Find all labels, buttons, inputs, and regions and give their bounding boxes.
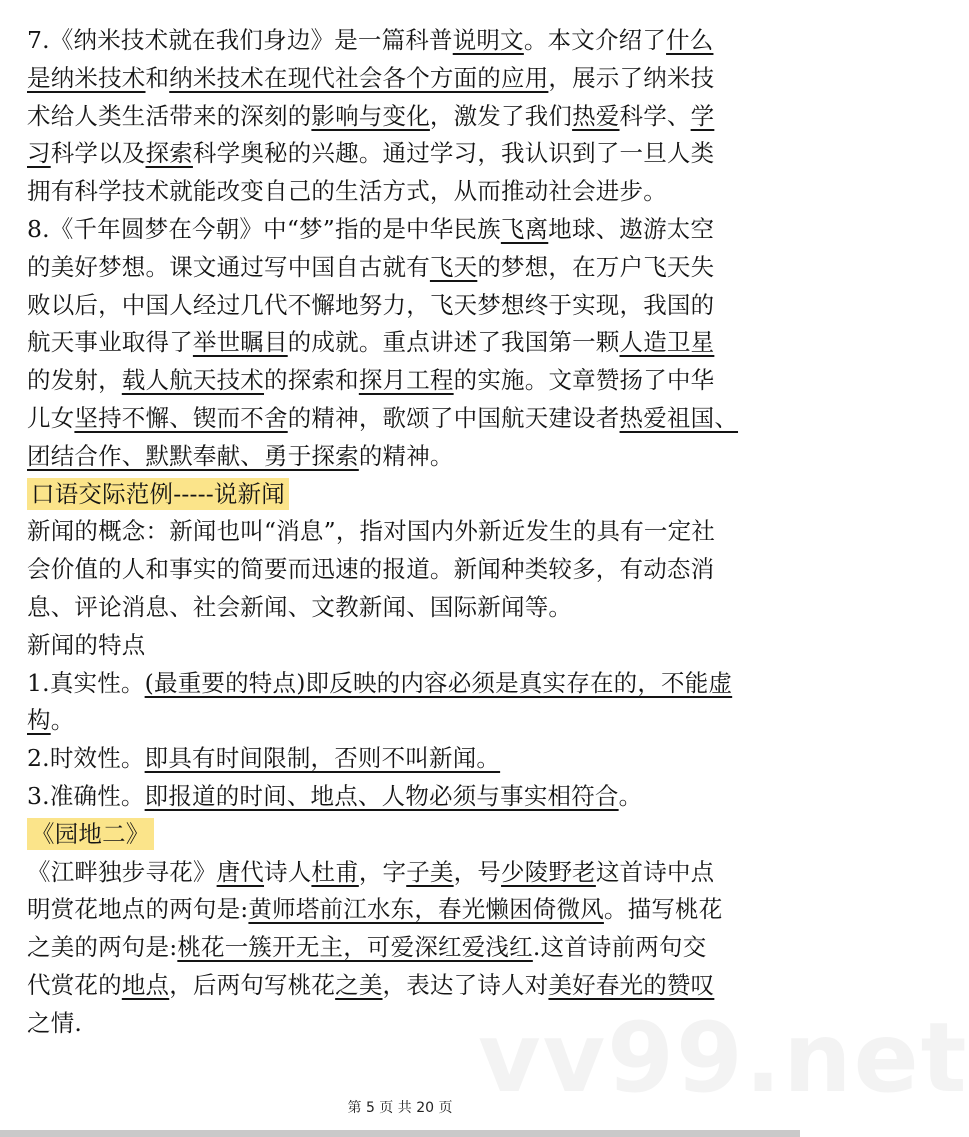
underlined-key-phrase: 说明文 (452, 26, 524, 54)
text-line (27, 891, 766, 929)
underlined-key-phrase: 人造卫星 (619, 328, 715, 357)
underlined-key-phrase: 构 (27, 706, 51, 735)
text-line (27, 816, 766, 854)
text-line (27, 551, 766, 589)
underlined-key-phrase: 黄师塔前江水东，春光懒困倚微风 (248, 895, 604, 924)
text-segment: 科学、 (619, 101, 691, 130)
text-segment: 的实施。文章赞扬了中华 (453, 366, 715, 395)
document-body (27, 22, 766, 1043)
text-segment: 《江畔独步寻花》 (27, 857, 217, 886)
text-line (27, 211, 766, 249)
text-segment: 。描写桃花 (603, 895, 723, 924)
text-line (27, 589, 766, 627)
text-line (27, 438, 766, 476)
underlined-key-phrase: (最重要的特点)即反映的内容必须是真实存在的，不能虚 (144, 668, 733, 697)
text-segment: ，后两句写桃花 (169, 970, 336, 999)
text-line (27, 513, 766, 551)
underlined-key-phrase: 热爱 (572, 101, 620, 130)
text-line (27, 778, 766, 816)
underlined-key-phrase: 飞天 (429, 252, 478, 281)
underlined-key-phrase: 桃花一簇开无主，可爱深红爱浅红 (177, 933, 533, 962)
text-segment: 。本文介绍了 (523, 26, 667, 54)
underlined-key-phrase: 习 (27, 139, 51, 168)
text-line (27, 287, 766, 325)
text-segment: 会价值的人和事实的简要而迅速的报道。新闻种类较多，有动态消 (27, 555, 715, 584)
page-bottom-edge (0, 1130, 800, 1137)
text-segment: 。 (50, 706, 75, 735)
text-segment: 。 (618, 781, 643, 810)
text-line (27, 929, 766, 967)
text-line (27, 324, 766, 362)
text-segment: 的美好梦想。课文通过写中国自古就有 (27, 252, 430, 281)
text-segment: ，激发了我们 (429, 101, 573, 130)
underlined-key-phrase: 探索 (145, 139, 193, 168)
text-segment: 之情. (27, 1008, 83, 1037)
text-segment: 代赏花的 (27, 970, 122, 999)
text-segment: 儿女 (27, 403, 75, 432)
text-segment: ，展示了纳米技 (548, 63, 715, 92)
text-line (27, 362, 766, 400)
text-line (27, 854, 766, 892)
text-segment: 诗人 (264, 857, 312, 886)
text-line (27, 98, 766, 136)
text-segment: 的探索和 (264, 366, 359, 395)
text-segment: 和 (145, 63, 170, 92)
text-segment: 航天事业取得了 (27, 328, 193, 357)
text-segment: 1.真实性。 (27, 668, 145, 697)
text-line (27, 740, 766, 778)
text-segment: ，字 (358, 857, 407, 886)
text-segment: 新闻的特点 (27, 630, 146, 659)
text-line (27, 173, 766, 211)
text-segment: 的精神。 (358, 441, 454, 470)
underlined-key-phrase: 学 (690, 101, 715, 130)
text-segment: 明赏花地点的两句是: (27, 895, 249, 924)
text-line (27, 22, 766, 60)
underlined-key-phrase: 美好春光的赞叹 (548, 970, 715, 999)
underlined-key-phrase: 子美 (406, 857, 454, 886)
underlined-key-phrase: 少陵野老 (501, 857, 596, 886)
text-segment: 的发射， (27, 366, 122, 395)
text-line (27, 1005, 766, 1043)
underlined-key-phrase: 即具有时间限制，否则不叫新闻。 (144, 744, 501, 773)
text-segment: 之美的两句是: (27, 933, 178, 962)
watermark: vv99.net (478, 1002, 969, 1114)
underlined-key-phrase: 坚持不懈、锲而不舍 (74, 403, 288, 432)
text-segment: 2.时效性。 (27, 744, 145, 773)
text-line (27, 665, 766, 703)
text-segment: .这首诗前两句交 (532, 933, 707, 962)
underlined-key-phrase: 热爱祖国、 (619, 403, 739, 432)
underlined-key-phrase: 地点 (121, 970, 170, 999)
text-segment: 息、评论消息、社会新闻、文教新闻、国际新闻等。 (27, 592, 573, 621)
underlined-key-phrase: 是纳米技术 (27, 63, 146, 92)
text-line (27, 627, 766, 665)
text-segment: 术给人类生活带来的深刻的 (27, 101, 312, 130)
underlined-key-phrase: 举世瞩目 (192, 328, 288, 357)
underlined-key-phrase: 即报道的时间、地点、人物必须与事实相符合 (144, 781, 619, 810)
section-heading: 《园地二》 (27, 818, 154, 850)
text-line (27, 135, 766, 173)
text-segment: 这首诗中点 (595, 857, 715, 886)
text-segment: ，表达了诗人对 (382, 970, 549, 999)
text-segment: 败以后，中国人经过几代不懈地努力，飞天梦想终于实现，我国的 (27, 290, 715, 319)
underlined-key-phrase: 什么 (666, 26, 714, 54)
text-segment: 8.《千年圆梦在今朝》中“梦”指的是中华民族 (27, 214, 501, 243)
text-segment: 的成就。重点讲述了我国第一颗 (287, 328, 620, 357)
text-segment: 地球、遨游太空 (548, 214, 715, 243)
text-segment: 拥有科学技术就能改变自己的生活方式，从而推动社会进步。 (27, 177, 667, 206)
underlined-key-phrase: 探月工程 (358, 366, 454, 395)
underlined-key-phrase: 之美 (335, 970, 383, 999)
underlined-key-phrase: 杜甫 (311, 857, 359, 886)
text-line (27, 400, 766, 438)
text-segment: 新闻的概念：新闻也叫“消息”，指对国内外新近发生的具有一定社 (27, 517, 716, 546)
text-line (27, 702, 766, 740)
text-segment: ，号 (453, 857, 502, 886)
underlined-key-phrase: 载人航天技术 (121, 366, 265, 395)
text-segment: 的梦想，在万户飞天失 (477, 252, 715, 281)
text-line (27, 967, 766, 1005)
underlined-key-phrase: 飞离 (500, 214, 549, 243)
text-segment: 3.准确性。 (27, 781, 145, 810)
text-segment: 科学奥秘的兴趣。通过学习，我认识到了一旦人类 (192, 139, 715, 168)
text-segment: 科学以及 (50, 139, 146, 168)
underlined-key-phrase: 纳米技术在现代社会各个方面的应用 (169, 63, 549, 92)
underlined-key-phrase: 团结合作、默默奉献、勇于探索 (27, 441, 359, 470)
underlined-key-phrase: 影响与变化 (311, 101, 430, 130)
section-heading: 口语交际范例-----说新闻 (27, 478, 289, 510)
text-segment: 7.《纳米技术就在我们身边》是一篇科普 (27, 26, 453, 54)
text-line (27, 249, 766, 287)
text-segment: 的精神，歌颂了中国航天建设者 (287, 403, 620, 432)
text-line (27, 476, 766, 514)
underlined-key-phrase: 唐代 (216, 857, 265, 886)
text-line (27, 60, 766, 98)
page-number: 第 5 页 共 20 页 (347, 1100, 453, 1116)
